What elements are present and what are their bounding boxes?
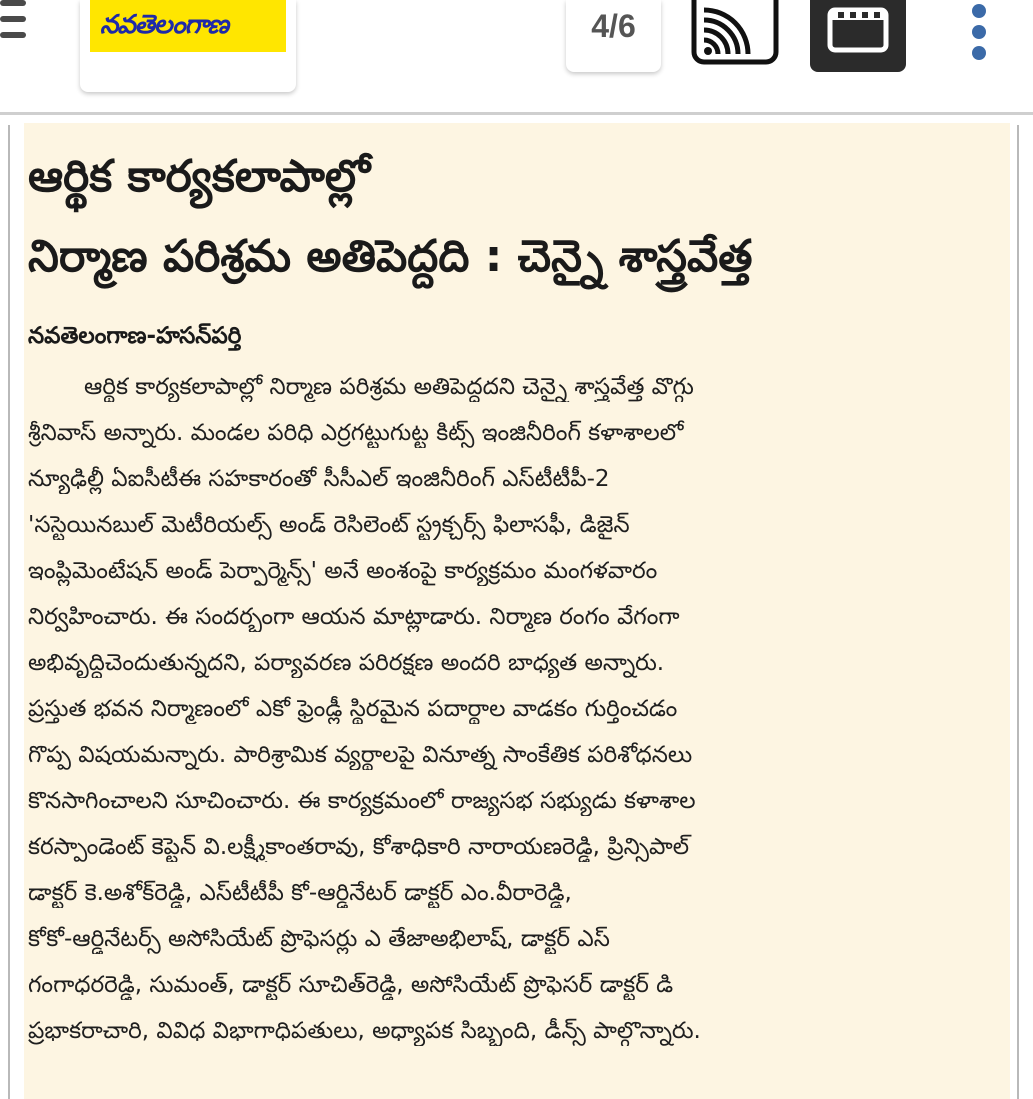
dateline: నవతెలంగాణ-హసన్‌పర్తి: [28, 323, 242, 349]
body-line: శ్రీనివాస్ అన్నారు. మండల పరిధి ఎర్రగట్టుగుట్ట కిట్స్ ఇంజినీరింగ్ కళాశాలలో: [28, 420, 684, 446]
clip-view-button[interactable]: [810, 0, 906, 72]
clip-border-right: [1017, 125, 1019, 1099]
body-line: కొనసాగించాలని సూచించారు. ఈ కార్యక్రమంలో రాజ్యసభ సభ్యుడు కళాశాల: [28, 788, 696, 814]
body-line: అభివృద్ధిచెందుతున్నదని, పర్యావరణ పరిరక్షణ అందరి బాధ్యత అన్నారు.: [28, 650, 665, 676]
body-line: గంగాధరరెడ్డి, సుమంత్, డాక్టర్ సూచిత్‌రెడ్డి, అసోసియేట్ ప్రొఫెసర్ డాక్టర్ డి: [28, 972, 674, 998]
more-options-icon[interactable]: [970, 4, 988, 64]
publication-logo: [90, 0, 286, 52]
film-frame-icon: [810, 0, 906, 72]
rss-feed-button[interactable]: [690, 0, 780, 66]
logo-text: నవతెలంగాణ: [100, 10, 229, 40]
publication-logo-card[interactable]: [80, 0, 296, 92]
headline-line-2: నిర్మాణ పరిశ్రమ అతిపెద్దది : చెన్నై శాస్త్రవేత్త: [28, 231, 753, 282]
body-line: ఆర్థిక కార్యకలాపాల్లో నిర్మాణ పరిశ్రమ అతిపెద్దదని చెన్నై శాస్త్రవేత్త వొగ్గు: [84, 374, 694, 400]
headline-line-1: ఆర్థిక కార్యకలాపాల్లో: [28, 151, 371, 202]
page-indicator[interactable]: 4/6: [566, 0, 661, 72]
article-clipping: [24, 123, 1010, 1099]
body-line: కరస్పాండెంట్ కెప్టెన్ వి.లక్ష్మీకాంతరావు, కోశాధికారి నారాయణరెడ్డి, ప్రిన్సిపాల్: [28, 834, 689, 860]
body-line: ఇంప్లిమెంటేషన్ అండ్ పెర్ఫార్మెన్స్' అనే అంశంపై కార్యక్రమం మంగళవారం: [28, 558, 658, 584]
body-line: కోకో-ఆర్డినేటర్స్ అసోసియేట్ ప్రొఫెసర్లు ఎ తేజాఅభిలాష్, డాక్టర్ ఎస్: [28, 926, 610, 952]
body-line: న్యూఢిల్లీ ఏఐసీటీఈ సహకారంతో సీసీఎల్ ఇంజినీరింగ్ ఎస్‌టీటీపీ-2: [28, 466, 610, 492]
body-line: డాక్టర్ కె.అశోక్‌రెడ్డి, ఎస్‌టీటీపీ కో-ఆర్డినేటర్ డాక్టర్ ఎం.వీరారెడ్డి,: [28, 880, 572, 906]
top-toolbar: [0, 0, 1033, 112]
clip-border-left: [8, 125, 10, 1099]
body-line: నిర్వహించారు. ఈ సందర్భంగా ఆయన మాట్లాడారు. నిర్మాణ రంగం వేగంగా: [28, 604, 680, 630]
body-line: ప్రభాకరాచారి, వివిధ విభాగాధిపతులు, అధ్యాపక సిబ్బంది, డీన్స్ పాల్గొన్నారు.: [28, 1018, 701, 1044]
menu-icon[interactable]: [0, 0, 30, 42]
body-line: గొప్ప విషయమన్నారు. పారిశ్రామిక వ్యర్థాలపై వినూత్న సాంకేతిక పరిశోధనలు: [28, 742, 693, 768]
newspaper-clip-area: [0, 115, 1033, 1099]
body-line: ప్రస్తుత భవన నిర్మాణంలో ఎకో ఫ్రెండ్లీ స్థిరమైన పదార్థాల వాడకం గుర్తించడం: [28, 696, 678, 722]
rss-feed-icon: [690, 0, 780, 66]
body-line: 'సస్టెయినబుల్ మెటీరియల్స్ అండ్ రెసిలెంట్ స్ట్రక్చర్స్ ఫిలాసఫీ, డిజైన్: [28, 512, 630, 538]
